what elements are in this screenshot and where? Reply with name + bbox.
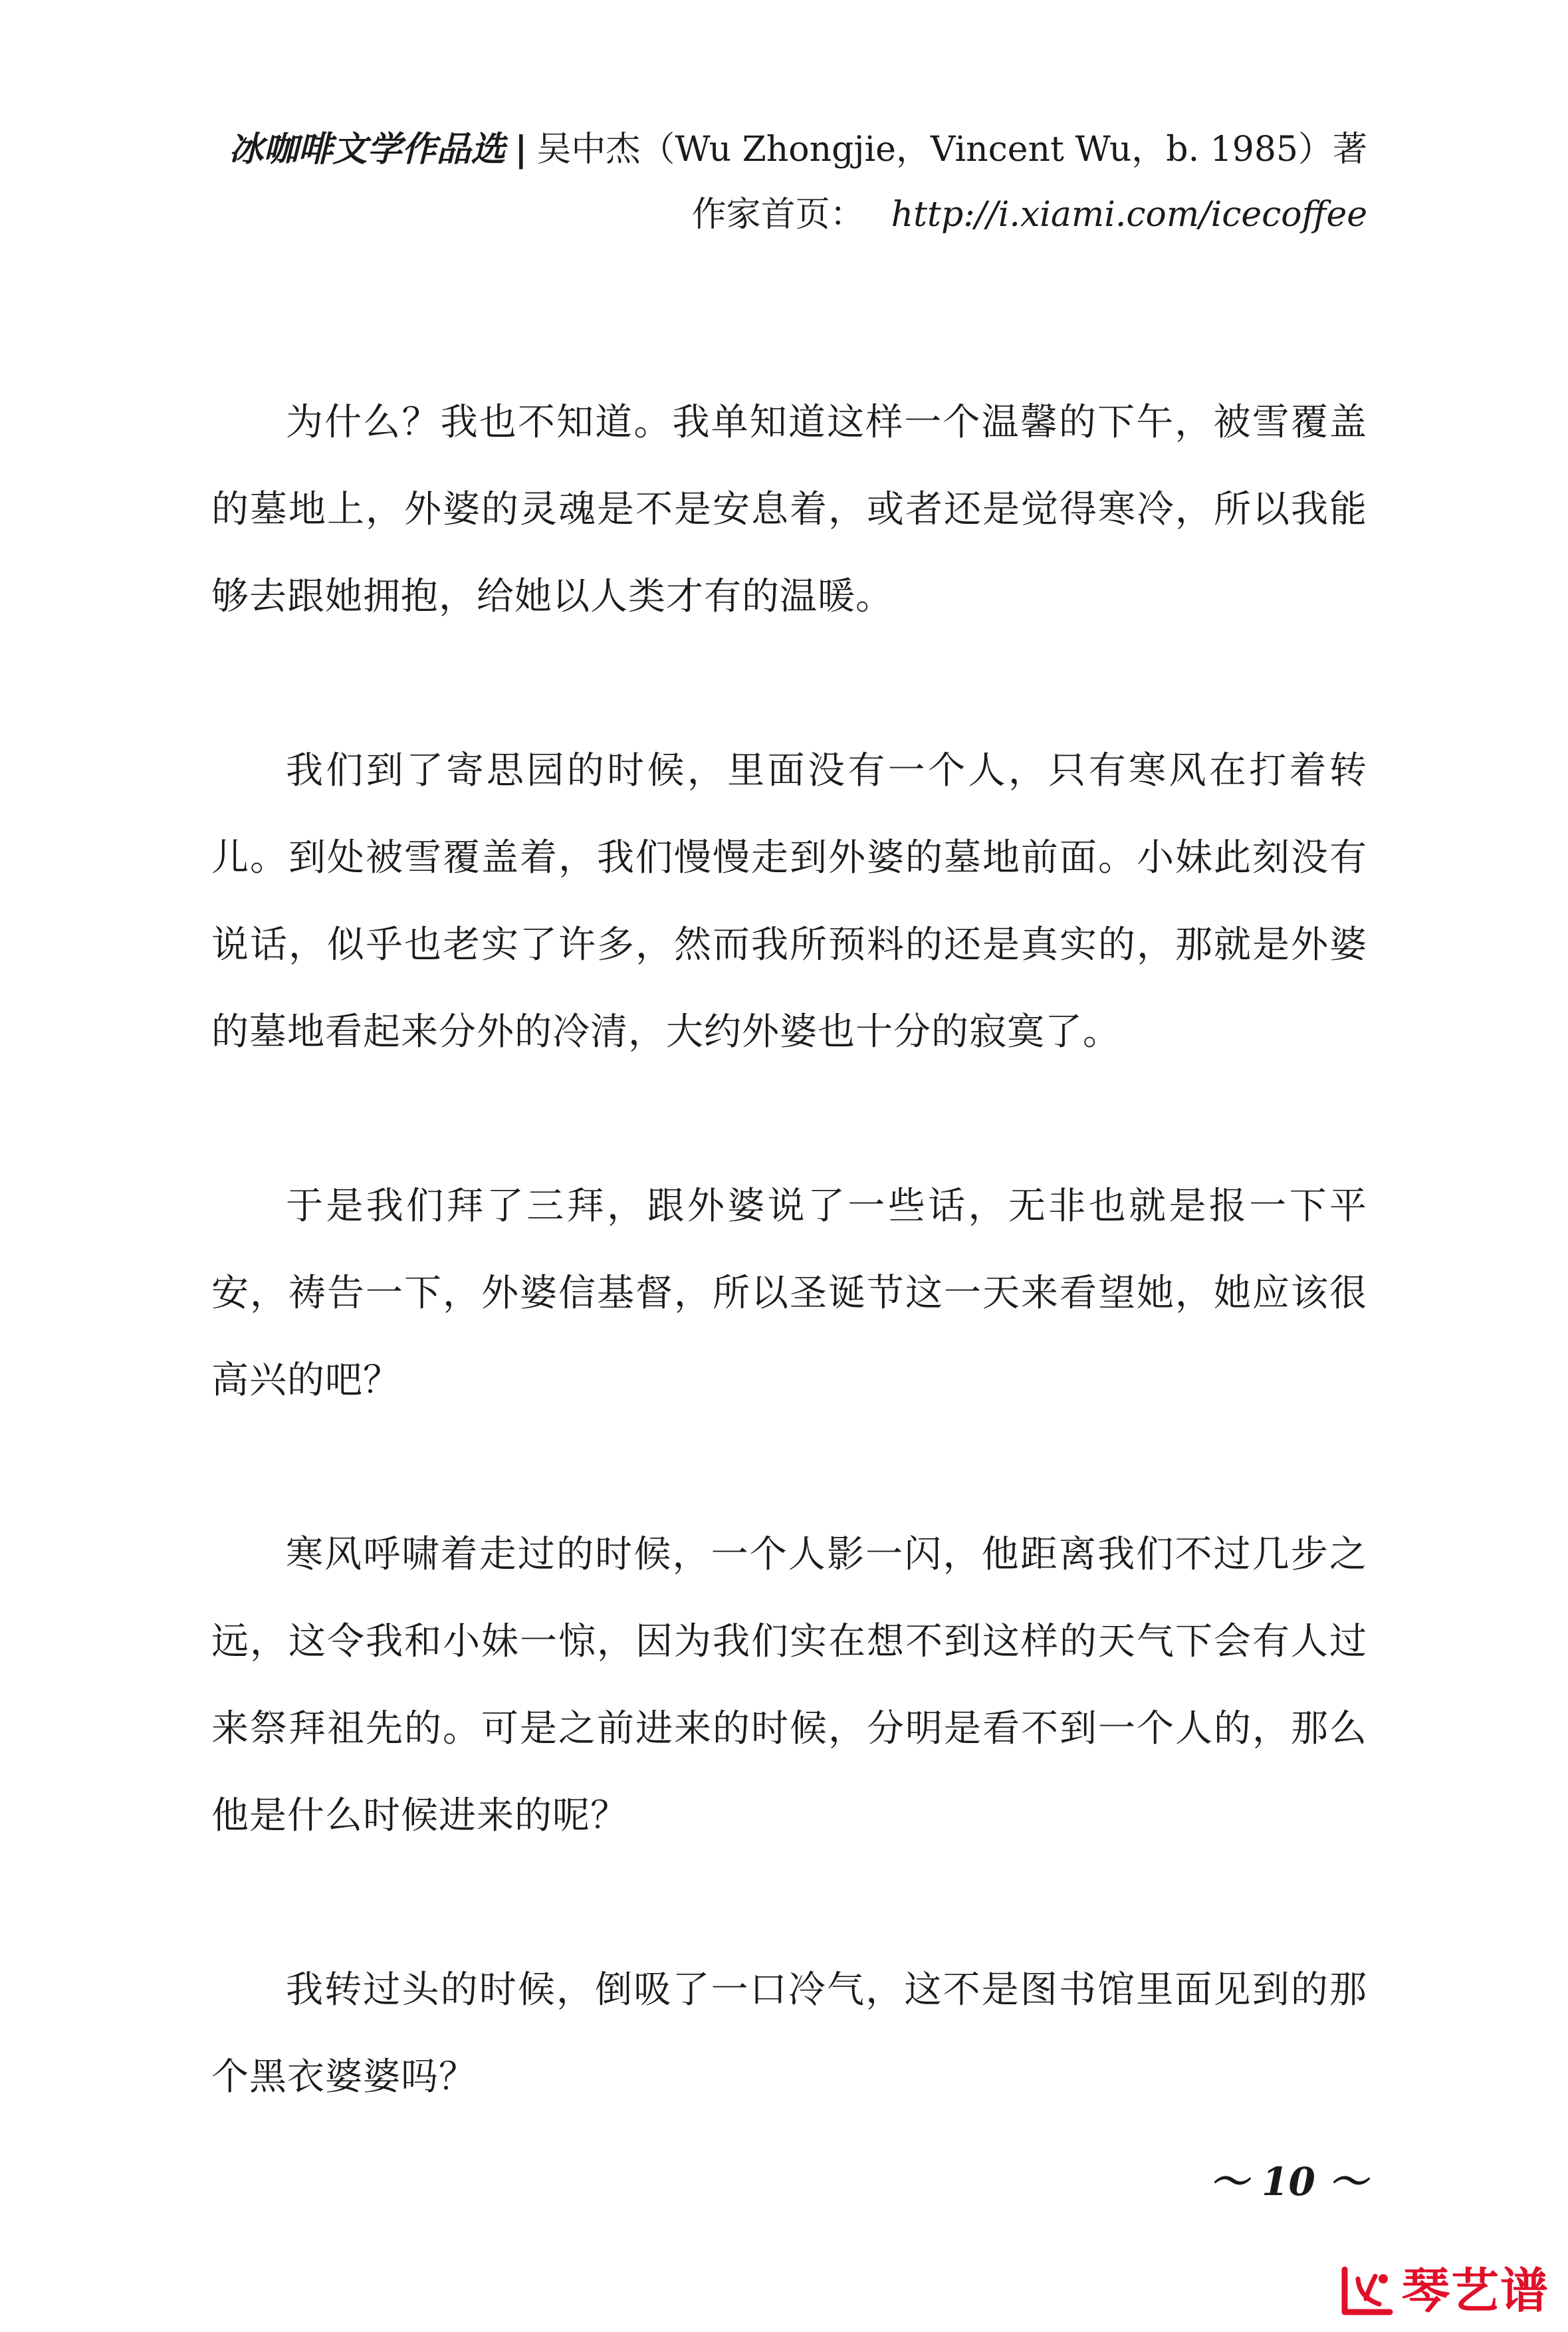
- paragraph: 我转过头的时候，倒吸了一口冷气，这不是图书馆里面见到的那个黑衣婆婆吗？: [211, 1968, 1367, 2099]
- homepage-link[interactable]: http://i.xiami.com/icecoffee: [891, 195, 1367, 235]
- article-body: [211, 379, 1367, 2208]
- paragraph: 为什么？我也不知道。我单知道这样一个温馨的下午，被雪覆盖的墓地上，外婆的灵魂是不是安息着，或者还是觉得寒冷，所以我能够去跟她拥抱，给她以人类才有的温暖。: [211, 401, 1367, 618]
- author-credit: 吴中杰（Wu Zhongjie，Vincent Wu，b. 1985）著: [536, 130, 1367, 170]
- paragraph: 寒风呼啸着走过的时候，一个人影一闪，他距离我们不过几步之远，这令我和小妹一惊，因为我们实在想不到这样的天气下会有人过来祭拜祖先的。可是之前进来的时候，分明是看不到一个人的，那么他是什么时候进来的呢？: [211, 1533, 1367, 1837]
- paragraph: 于是我们拜了三拜，跟外婆说了一些话，无非也就是报一下平安，祷告一下，外婆信基督，所以圣诞节这一天来看望她，她应该很高兴的吧？: [211, 1185, 1367, 1402]
- header-title-line: [0, 126, 1367, 173]
- homepage-label: 作家首页：: [691, 195, 865, 235]
- header-separator: |: [514, 129, 528, 170]
- paragraph: 我们到了寄思园的时候，里面没有一个人，只有寒风在打着转儿。到处被雪覆盖着，我们慢慢走到外婆的墓地前面。小妹此刻没有说话，似乎也老实了许多，然而我所预料的还是真实的，那就是外婆的墓地看起来分外的冷清，大约外婆也十分的寂寞了。: [211, 749, 1367, 1054]
- page-number: ～ 10 ～: [1209, 2159, 1367, 2204]
- header-homepage-line: [0, 191, 1367, 238]
- watermark: [1339, 2263, 1549, 2319]
- series-title: 冰咖啡文学作品选: [229, 129, 506, 170]
- watermark-text: 琴艺谱: [1401, 2263, 1549, 2319]
- page-header: [0, 126, 1367, 238]
- qinyipu-logo-icon: [1339, 2263, 1395, 2319]
